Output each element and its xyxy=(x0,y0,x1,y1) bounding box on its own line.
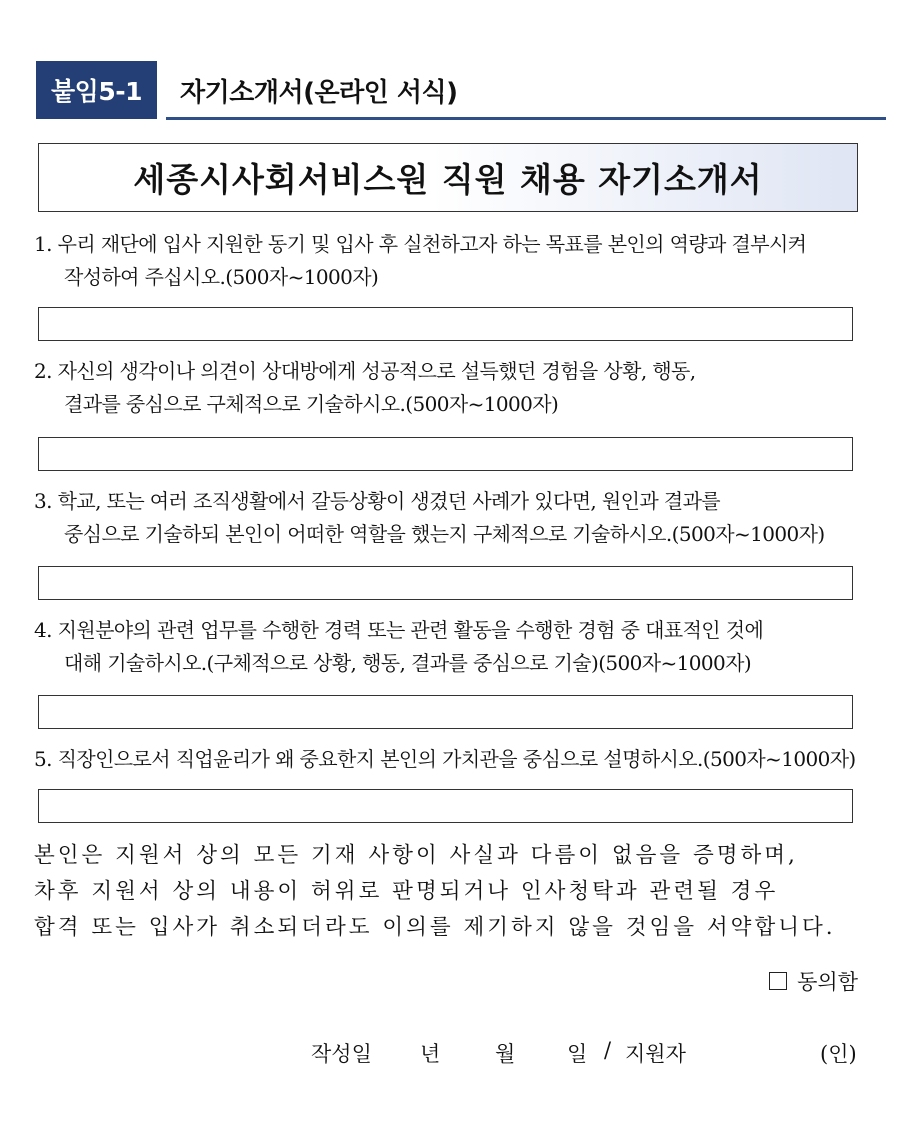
question-5-line1: 5. 직장인으로서 직업윤리가 왜 중요한지 본인의 가치관을 중심으로 설명하시오.(500자~1000자) xyxy=(34,747,856,771)
header-underline xyxy=(166,117,886,120)
question-1 xyxy=(34,228,864,294)
agree-row xyxy=(769,966,858,996)
attachment-badge: 붙임5-1 xyxy=(36,61,157,119)
form-subtitle: 자기소개서(온라인 서식) xyxy=(180,78,458,108)
question-1-line2: 작성하여 주십시오.(500자~1000자) xyxy=(64,265,379,289)
day-label: 일 xyxy=(567,1042,588,1066)
question-4-line2: 대해 기술하시오.(구체적으로 상황, 행동, 결과를 중심으로 기술)(500자~1000자) xyxy=(64,651,752,675)
answer-2-field[interactable] xyxy=(38,437,853,471)
seal-mark: (인) xyxy=(820,1042,857,1066)
answer-3-field[interactable] xyxy=(38,566,853,600)
applicant-label: 지원자 xyxy=(625,1042,686,1066)
question-1-line1: 1. 우리 재단에 입사 지원한 동기 및 입사 후 실천하고자 하는 목표를 본인의 역량과 결부시켜 xyxy=(34,232,807,256)
answer-1-field[interactable] xyxy=(38,307,853,341)
question-4 xyxy=(34,614,864,680)
question-2 xyxy=(34,355,864,421)
pledge-line-1: 본인은 지원서 상의 모든 기재 사항이 사실과 다름이 없음을 증명하며, xyxy=(34,843,798,868)
pledge-statement xyxy=(34,838,864,946)
question-2-line1: 2. 자신의 생각이나 의견이 상대방에게 성공적으로 설득했던 경험을 상황, 행동, xyxy=(34,359,696,383)
question-5 xyxy=(34,743,864,776)
month-label: 월 xyxy=(495,1042,516,1066)
document-title: 세종시사회서비스원 직원 채용 자기소개서 xyxy=(38,143,858,212)
question-4-line1: 4. 지원분야의 관련 업무를 수행한 경력 또는 관련 활동을 수행한 경험 중 대표적인 것에 xyxy=(34,618,764,642)
signature-separator: / xyxy=(604,1038,612,1062)
question-3 xyxy=(34,485,864,551)
question-3-line2: 중심으로 기술하되 본인이 어떠한 역할을 했는지 구체적으로 기술하시오.(500자~1000자) xyxy=(64,522,825,546)
answer-4-field[interactable] xyxy=(38,695,853,729)
date-label: 작성일 xyxy=(311,1042,372,1066)
answer-5-field[interactable] xyxy=(38,789,853,823)
agree-checkbox[interactable] xyxy=(769,972,787,990)
question-3-line1: 3. 학교, 또는 여러 조직생활에서 갈등상황이 생겼던 사례가 있다면, 원인과 결과를 xyxy=(34,489,721,513)
agree-label: 동의함 xyxy=(797,970,858,994)
pledge-line-2: 차후 지원서 상의 내용이 허위로 판명되거나 인사청탁과 관련될 경우 xyxy=(34,879,779,904)
pledge-line-3: 합격 또는 입사가 취소되더라도 이의를 제기하지 않을 것임을 서약합니다. xyxy=(34,915,836,940)
year-label: 년 xyxy=(420,1042,441,1066)
question-2-line2: 결과를 중심으로 구체적으로 기술하시오.(500자~1000자) xyxy=(64,392,559,416)
